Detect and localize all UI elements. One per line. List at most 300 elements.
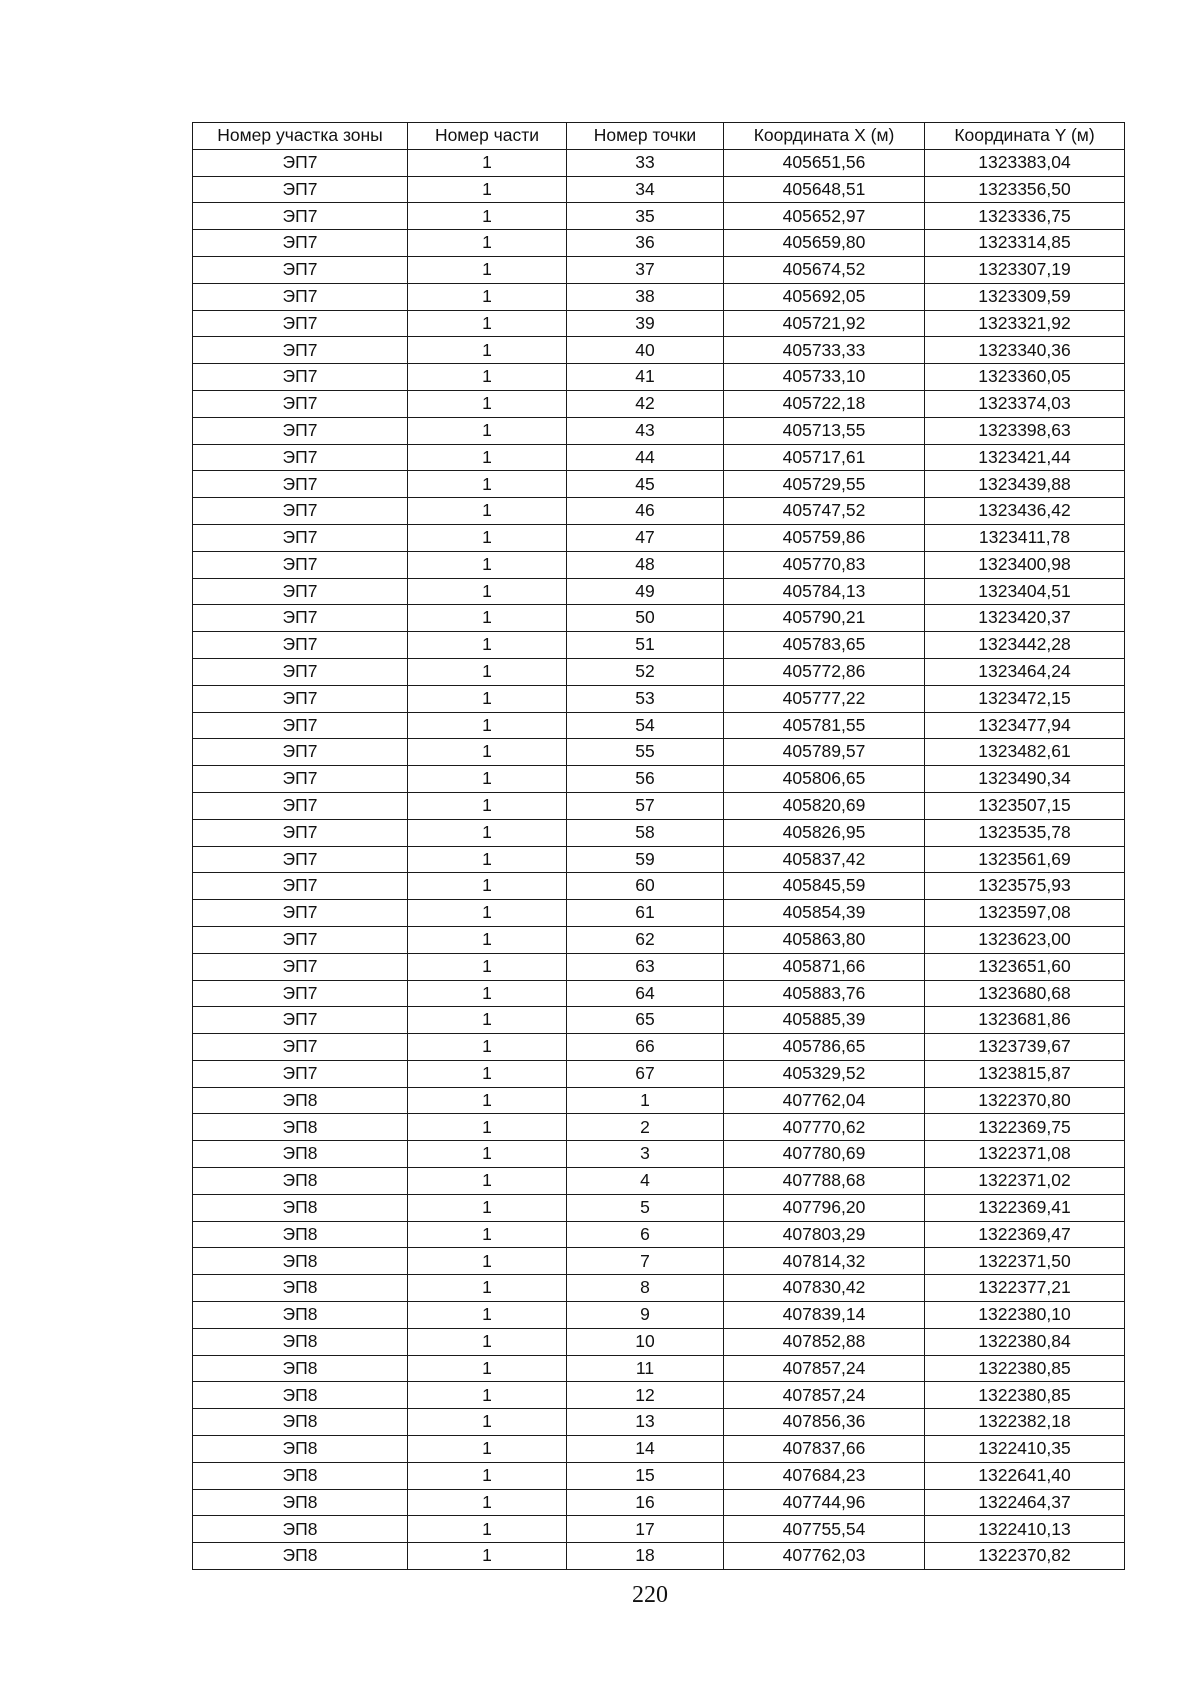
- cell-coordinate-y: 1323490,34: [925, 766, 1125, 793]
- cell-coordinate-y: 1322369,47: [925, 1221, 1125, 1248]
- table-row: [193, 685, 1125, 712]
- table-row: [193, 1114, 1125, 1141]
- cell-zone-section: ЭП8: [193, 1543, 408, 1570]
- cell-coordinate-y: 1322371,50: [925, 1248, 1125, 1275]
- cell-coordinate-x: 407837,66: [724, 1436, 925, 1463]
- cell-point-number: 14: [567, 1436, 724, 1463]
- cell-coordinate-x: 407857,24: [724, 1382, 925, 1409]
- cell-point-number: 41: [567, 364, 724, 391]
- cell-zone-section: ЭП7: [193, 1007, 408, 1034]
- cell-coordinate-x: 407857,24: [724, 1355, 925, 1382]
- cell-coordinate-y: 1323404,51: [925, 578, 1125, 605]
- cell-point-number: 10: [567, 1328, 724, 1355]
- cell-zone-section: ЭП7: [193, 176, 408, 203]
- cell-part-number: 1: [408, 498, 567, 525]
- cell-point-number: 1: [567, 1087, 724, 1114]
- cell-coordinate-x: 405885,39: [724, 1007, 925, 1034]
- cell-point-number: 2: [567, 1114, 724, 1141]
- cell-point-number: 56: [567, 766, 724, 793]
- cell-zone-section: ЭП7: [193, 551, 408, 578]
- cell-point-number: 42: [567, 390, 724, 417]
- cell-coordinate-x: 407770,62: [724, 1114, 925, 1141]
- cell-zone-section: ЭП8: [193, 1302, 408, 1329]
- cell-part-number: 1: [408, 873, 567, 900]
- cell-point-number: 36: [567, 230, 724, 257]
- table-row: [193, 498, 1125, 525]
- cell-coordinate-y: 1323575,93: [925, 873, 1125, 900]
- cell-zone-section: ЭП7: [193, 658, 408, 685]
- cell-coordinate-x: 405717,61: [724, 444, 925, 471]
- cell-point-number: 47: [567, 524, 724, 551]
- table-row: [193, 471, 1125, 498]
- cell-point-number: 59: [567, 846, 724, 873]
- cell-part-number: 1: [408, 1194, 567, 1221]
- cell-part-number: 1: [408, 739, 567, 766]
- cell-zone-section: ЭП8: [193, 1355, 408, 1382]
- cell-part-number: 1: [408, 256, 567, 283]
- cell-zone-section: ЭП7: [193, 149, 408, 176]
- cell-part-number: 1: [408, 203, 567, 230]
- cell-zone-section: ЭП7: [193, 364, 408, 391]
- table-row: [193, 337, 1125, 364]
- cell-part-number: 1: [408, 149, 567, 176]
- cell-coordinate-x: 407788,68: [724, 1168, 925, 1195]
- cell-coordinate-y: 1323321,92: [925, 310, 1125, 337]
- cell-coordinate-y: 1323336,75: [925, 203, 1125, 230]
- table-row: [193, 980, 1125, 1007]
- cell-coordinate-y: 1323436,42: [925, 498, 1125, 525]
- cell-point-number: 52: [567, 658, 724, 685]
- cell-point-number: 9: [567, 1302, 724, 1329]
- table-row: [193, 712, 1125, 739]
- cell-coordinate-x: 405721,92: [724, 310, 925, 337]
- cell-zone-section: ЭП8: [193, 1248, 408, 1275]
- cell-coordinate-x: 405652,97: [724, 203, 925, 230]
- table-row: [193, 1489, 1125, 1516]
- table-row: [193, 1248, 1125, 1275]
- cell-part-number: 1: [408, 1489, 567, 1516]
- cell-part-number: 1: [408, 283, 567, 310]
- cell-zone-section: ЭП7: [193, 337, 408, 364]
- header-coordinate-x: Координата X (м): [724, 123, 925, 150]
- cell-point-number: 51: [567, 632, 724, 659]
- cell-coordinate-x: 405781,55: [724, 712, 925, 739]
- cell-part-number: 1: [408, 1275, 567, 1302]
- table-row: [193, 658, 1125, 685]
- cell-part-number: 1: [408, 632, 567, 659]
- cell-part-number: 1: [408, 1543, 567, 1570]
- table-row: [193, 1382, 1125, 1409]
- cell-point-number: 40: [567, 337, 724, 364]
- table-row: [193, 953, 1125, 980]
- cell-zone-section: ЭП7: [193, 256, 408, 283]
- cell-coordinate-y: 1322641,40: [925, 1462, 1125, 1489]
- cell-coordinate-y: 1322371,08: [925, 1141, 1125, 1168]
- cell-coordinate-y: 1322369,75: [925, 1114, 1125, 1141]
- table-row: [193, 417, 1125, 444]
- cell-coordinate-x: 407839,14: [724, 1302, 925, 1329]
- cell-coordinate-x: 405692,05: [724, 283, 925, 310]
- cell-zone-section: ЭП8: [193, 1489, 408, 1516]
- cell-point-number: 60: [567, 873, 724, 900]
- cell-coordinate-x: 407856,36: [724, 1409, 925, 1436]
- cell-zone-section: ЭП8: [193, 1275, 408, 1302]
- cell-part-number: 1: [408, 444, 567, 471]
- table-row: [193, 1034, 1125, 1061]
- table-row: [193, 444, 1125, 471]
- cell-coordinate-y: 1322370,82: [925, 1543, 1125, 1570]
- cell-part-number: 1: [408, 1141, 567, 1168]
- cell-zone-section: ЭП8: [193, 1382, 408, 1409]
- cell-coordinate-y: 1323507,15: [925, 792, 1125, 819]
- table-row: [193, 873, 1125, 900]
- cell-zone-section: ЭП7: [193, 792, 408, 819]
- cell-coordinate-x: 405772,86: [724, 658, 925, 685]
- table-row: [193, 926, 1125, 953]
- cell-coordinate-x: 405713,55: [724, 417, 925, 444]
- cell-coordinate-x: 405826,95: [724, 819, 925, 846]
- table-row: [193, 1007, 1125, 1034]
- cell-part-number: 1: [408, 176, 567, 203]
- cell-coordinate-x: 407852,88: [724, 1328, 925, 1355]
- cell-coordinate-y: 1322464,37: [925, 1489, 1125, 1516]
- cell-point-number: 12: [567, 1382, 724, 1409]
- table-row: [193, 1168, 1125, 1195]
- cell-point-number: 5: [567, 1194, 724, 1221]
- cell-coordinate-y: 1322410,13: [925, 1516, 1125, 1543]
- cell-point-number: 35: [567, 203, 724, 230]
- cell-coordinate-x: 407780,69: [724, 1141, 925, 1168]
- cell-coordinate-y: 1323398,63: [925, 417, 1125, 444]
- cell-coordinate-x: 405648,51: [724, 176, 925, 203]
- cell-part-number: 1: [408, 846, 567, 873]
- table-row: [193, 819, 1125, 846]
- cell-zone-section: ЭП7: [193, 1060, 408, 1087]
- cell-coordinate-y: 1323420,37: [925, 605, 1125, 632]
- cell-zone-section: ЭП7: [193, 846, 408, 873]
- cell-part-number: 1: [408, 1462, 567, 1489]
- cell-coordinate-x: 405883,76: [724, 980, 925, 1007]
- cell-zone-section: ЭП7: [193, 873, 408, 900]
- cell-point-number: 18: [567, 1543, 724, 1570]
- cell-coordinate-y: 1323374,03: [925, 390, 1125, 417]
- table-row: [193, 176, 1125, 203]
- cell-point-number: 61: [567, 900, 724, 927]
- table-row: [193, 149, 1125, 176]
- cell-zone-section: ЭП7: [193, 632, 408, 659]
- cell-part-number: 1: [408, 1516, 567, 1543]
- cell-point-number: 43: [567, 417, 724, 444]
- cell-zone-section: ЭП7: [193, 230, 408, 257]
- cell-coordinate-y: 1323307,19: [925, 256, 1125, 283]
- cell-point-number: 66: [567, 1034, 724, 1061]
- cell-part-number: 1: [408, 524, 567, 551]
- cell-part-number: 1: [408, 926, 567, 953]
- cell-point-number: 13: [567, 1409, 724, 1436]
- table-row: [193, 605, 1125, 632]
- cell-part-number: 1: [408, 578, 567, 605]
- table-row: [193, 256, 1125, 283]
- cell-zone-section: ЭП7: [193, 203, 408, 230]
- cell-zone-section: ЭП7: [193, 310, 408, 337]
- table-row: [193, 551, 1125, 578]
- cell-zone-section: ЭП7: [193, 283, 408, 310]
- cell-coordinate-y: 1323464,24: [925, 658, 1125, 685]
- cell-part-number: 1: [408, 1302, 567, 1329]
- cell-coordinate-y: 1322380,84: [925, 1328, 1125, 1355]
- cell-point-number: 65: [567, 1007, 724, 1034]
- cell-part-number: 1: [408, 337, 567, 364]
- cell-point-number: 48: [567, 551, 724, 578]
- table-row: [193, 1328, 1125, 1355]
- table-row: [193, 1194, 1125, 1221]
- cell-zone-section: ЭП8: [193, 1436, 408, 1463]
- table-row: [193, 578, 1125, 605]
- cell-zone-section: ЭП7: [193, 953, 408, 980]
- cell-part-number: 1: [408, 1328, 567, 1355]
- cell-coordinate-x: 407762,04: [724, 1087, 925, 1114]
- table-row: [193, 203, 1125, 230]
- table-row: [193, 230, 1125, 257]
- cell-part-number: 1: [408, 1382, 567, 1409]
- table-row: [193, 364, 1125, 391]
- cell-zone-section: ЭП7: [193, 524, 408, 551]
- cell-point-number: 33: [567, 149, 724, 176]
- cell-coordinate-x: 405674,52: [724, 256, 925, 283]
- cell-coordinate-x: 405784,13: [724, 578, 925, 605]
- cell-part-number: 1: [408, 1114, 567, 1141]
- table-row: [193, 1409, 1125, 1436]
- cell-zone-section: ЭП8: [193, 1328, 408, 1355]
- cell-part-number: 1: [408, 1168, 567, 1195]
- cell-coordinate-x: 405837,42: [724, 846, 925, 873]
- cell-coordinate-y: 1323439,88: [925, 471, 1125, 498]
- table-row: [193, 1221, 1125, 1248]
- cell-coordinate-x: 407684,23: [724, 1462, 925, 1489]
- cell-zone-section: ЭП7: [193, 1034, 408, 1061]
- cell-point-number: 44: [567, 444, 724, 471]
- cell-zone-section: ЭП8: [193, 1141, 408, 1168]
- table-row: [193, 1141, 1125, 1168]
- cell-coordinate-x: 405770,83: [724, 551, 925, 578]
- cell-point-number: 6: [567, 1221, 724, 1248]
- cell-point-number: 54: [567, 712, 724, 739]
- cell-coordinate-x: 405863,80: [724, 926, 925, 953]
- table-row: [193, 792, 1125, 819]
- cell-coordinate-x: 405790,21: [724, 605, 925, 632]
- cell-point-number: 7: [567, 1248, 724, 1275]
- cell-coordinate-y: 1323623,00: [925, 926, 1125, 953]
- cell-point-number: 63: [567, 953, 724, 980]
- cell-coordinate-y: 1322369,41: [925, 1194, 1125, 1221]
- table-row: [193, 1060, 1125, 1087]
- cell-point-number: 67: [567, 1060, 724, 1087]
- cell-coordinate-y: 1323383,04: [925, 149, 1125, 176]
- cell-coordinate-y: 1323309,59: [925, 283, 1125, 310]
- cell-coordinate-x: 405729,55: [724, 471, 925, 498]
- cell-coordinate-x: 405845,59: [724, 873, 925, 900]
- cell-coordinate-x: 405789,57: [724, 739, 925, 766]
- cell-coordinate-y: 1322380,10: [925, 1302, 1125, 1329]
- cell-coordinate-x: 407796,20: [724, 1194, 925, 1221]
- cell-zone-section: ЭП8: [193, 1114, 408, 1141]
- cell-coordinate-y: 1323411,78: [925, 524, 1125, 551]
- cell-coordinate-y: 1323360,05: [925, 364, 1125, 391]
- table-row: [193, 1355, 1125, 1382]
- table-row: [193, 766, 1125, 793]
- cell-coordinate-x: 405733,33: [724, 337, 925, 364]
- cell-part-number: 1: [408, 766, 567, 793]
- cell-part-number: 1: [408, 1034, 567, 1061]
- cell-coordinate-x: 405651,56: [724, 149, 925, 176]
- cell-coordinate-y: 1322370,80: [925, 1087, 1125, 1114]
- cell-coordinate-y: 1322380,85: [925, 1355, 1125, 1382]
- cell-point-number: 17: [567, 1516, 724, 1543]
- cell-point-number: 38: [567, 283, 724, 310]
- cell-coordinate-x: 405871,66: [724, 953, 925, 980]
- cell-zone-section: ЭП8: [193, 1462, 408, 1489]
- cell-part-number: 1: [408, 900, 567, 927]
- cell-part-number: 1: [408, 980, 567, 1007]
- cell-coordinate-y: 1323561,69: [925, 846, 1125, 873]
- cell-zone-section: ЭП8: [193, 1194, 408, 1221]
- cell-part-number: 1: [408, 1355, 567, 1382]
- cell-zone-section: ЭП7: [193, 417, 408, 444]
- cell-part-number: 1: [408, 1087, 567, 1114]
- page-number: 220: [632, 1582, 668, 1608]
- table-row: [193, 1516, 1125, 1543]
- cell-part-number: 1: [408, 953, 567, 980]
- table-body: [193, 149, 1125, 1569]
- cell-zone-section: ЭП7: [193, 605, 408, 632]
- cell-coordinate-x: 405733,10: [724, 364, 925, 391]
- cell-part-number: 1: [408, 390, 567, 417]
- cell-point-number: 16: [567, 1489, 724, 1516]
- cell-part-number: 1: [408, 819, 567, 846]
- table-row: [193, 739, 1125, 766]
- cell-part-number: 1: [408, 1248, 567, 1275]
- cell-coordinate-y: 1323681,86: [925, 1007, 1125, 1034]
- table-row: [193, 1275, 1125, 1302]
- cell-point-number: 50: [567, 605, 724, 632]
- cell-coordinate-y: 1323651,60: [925, 953, 1125, 980]
- cell-part-number: 1: [408, 685, 567, 712]
- cell-zone-section: ЭП7: [193, 390, 408, 417]
- cell-part-number: 1: [408, 1007, 567, 1034]
- table-row: [193, 283, 1125, 310]
- cell-point-number: 39: [567, 310, 724, 337]
- cell-zone-section: ЭП8: [193, 1409, 408, 1436]
- cell-zone-section: ЭП7: [193, 471, 408, 498]
- cell-point-number: 46: [567, 498, 724, 525]
- cell-coordinate-y: 1323421,44: [925, 444, 1125, 471]
- cell-part-number: 1: [408, 230, 567, 257]
- cell-coordinate-y: 1323680,68: [925, 980, 1125, 1007]
- cell-part-number: 1: [408, 310, 567, 337]
- header-point-number: Номер точки: [567, 123, 724, 150]
- cell-coordinate-x: 405722,18: [724, 390, 925, 417]
- cell-part-number: 1: [408, 712, 567, 739]
- cell-zone-section: ЭП8: [193, 1087, 408, 1114]
- cell-coordinate-x: 405820,69: [724, 792, 925, 819]
- cell-point-number: 15: [567, 1462, 724, 1489]
- cell-coordinate-x: 407830,42: [724, 1275, 925, 1302]
- coordinates-table: [192, 122, 1125, 1570]
- cell-coordinate-x: 405786,65: [724, 1034, 925, 1061]
- cell-zone-section: ЭП8: [193, 1516, 408, 1543]
- cell-part-number: 1: [408, 1409, 567, 1436]
- cell-coordinate-y: 1323340,36: [925, 337, 1125, 364]
- cell-point-number: 53: [567, 685, 724, 712]
- table-row: [193, 632, 1125, 659]
- table-row: [193, 900, 1125, 927]
- cell-zone-section: ЭП7: [193, 766, 408, 793]
- cell-coordinate-y: 1323400,98: [925, 551, 1125, 578]
- cell-coordinate-y: 1322380,85: [925, 1382, 1125, 1409]
- cell-zone-section: ЭП7: [193, 444, 408, 471]
- cell-coordinate-y: 1322382,18: [925, 1409, 1125, 1436]
- cell-point-number: 64: [567, 980, 724, 1007]
- cell-part-number: 1: [408, 551, 567, 578]
- cell-zone-section: ЭП7: [193, 739, 408, 766]
- cell-part-number: 1: [408, 792, 567, 819]
- cell-point-number: 58: [567, 819, 724, 846]
- cell-point-number: 34: [567, 176, 724, 203]
- table-row: [193, 524, 1125, 551]
- cell-zone-section: ЭП7: [193, 900, 408, 927]
- cell-zone-section: ЭП7: [193, 980, 408, 1007]
- header-coordinate-y: Координата Y (м): [925, 123, 1125, 150]
- cell-coordinate-y: 1323739,67: [925, 1034, 1125, 1061]
- cell-coordinate-y: 1323597,08: [925, 900, 1125, 927]
- table-row: [193, 310, 1125, 337]
- cell-point-number: 45: [567, 471, 724, 498]
- cell-point-number: 55: [567, 739, 724, 766]
- cell-coordinate-x: 405806,65: [724, 766, 925, 793]
- cell-coordinate-y: 1323535,78: [925, 819, 1125, 846]
- cell-coordinate-x: 405747,52: [724, 498, 925, 525]
- cell-part-number: 1: [408, 1060, 567, 1087]
- cell-zone-section: ЭП7: [193, 819, 408, 846]
- cell-zone-section: ЭП7: [193, 926, 408, 953]
- header-zone-section: Номер участка зоны: [193, 123, 408, 150]
- table-row: [193, 1087, 1125, 1114]
- cell-point-number: 62: [567, 926, 724, 953]
- cell-coordinate-y: 1323482,61: [925, 739, 1125, 766]
- cell-point-number: 4: [567, 1168, 724, 1195]
- cell-point-number: 8: [567, 1275, 724, 1302]
- cell-coordinate-x: 405759,86: [724, 524, 925, 551]
- cell-coordinate-x: 405783,65: [724, 632, 925, 659]
- cell-coordinate-y: 1323477,94: [925, 712, 1125, 739]
- cell-part-number: 1: [408, 1436, 567, 1463]
- cell-zone-section: ЭП7: [193, 685, 408, 712]
- cell-point-number: 11: [567, 1355, 724, 1382]
- cell-coordinate-x: 405329,52: [724, 1060, 925, 1087]
- cell-coordinate-y: 1323442,28: [925, 632, 1125, 659]
- table-header-row: [193, 123, 1125, 150]
- table-row: [193, 1436, 1125, 1463]
- cell-part-number: 1: [408, 658, 567, 685]
- cell-coordinate-x: 407762,03: [724, 1543, 925, 1570]
- cell-part-number: 1: [408, 471, 567, 498]
- cell-coordinate-y: 1323314,85: [925, 230, 1125, 257]
- cell-coordinate-x: 405854,39: [724, 900, 925, 927]
- cell-zone-section: ЭП7: [193, 712, 408, 739]
- cell-coordinate-x: 405659,80: [724, 230, 925, 257]
- header-part-number: Номер части: [408, 123, 567, 150]
- cell-coordinate-y: 1323472,15: [925, 685, 1125, 712]
